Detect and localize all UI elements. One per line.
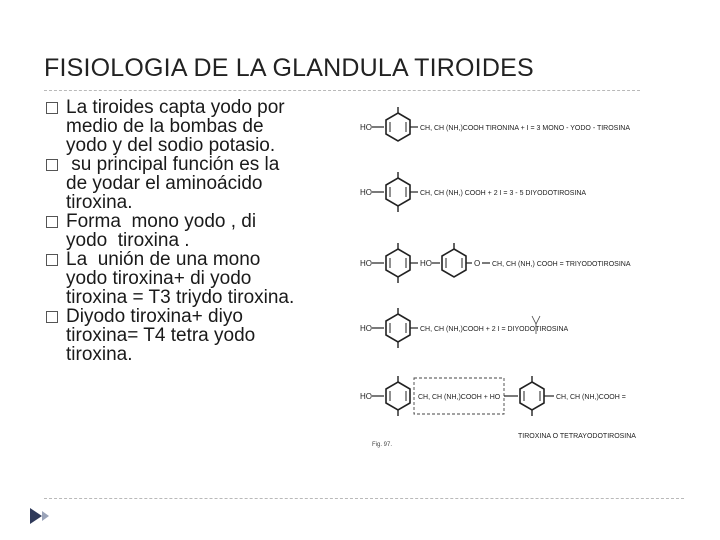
molecule-row — [360, 376, 626, 416]
play-arrow-icon[interactable] — [28, 507, 50, 525]
bullet-line: tiroxina. — [66, 192, 133, 213]
bullet-line: tiroxina = T3 triydo tiroxina. — [66, 287, 295, 308]
thyroid-hormone-synthesis-figure — [358, 94, 693, 454]
title-divider — [44, 90, 640, 91]
box-bullet-icon — [46, 311, 58, 323]
figure-number: Fig. 97. — [372, 442, 393, 448]
bullet-line: La unión de una mono — [66, 249, 261, 270]
chain-label: CH, CH (NH,) COOH + 2 I = 3 - 5 DIYODOTIROSINA — [420, 190, 587, 197]
bullet-line: yodo tiroxina+ di yodo — [66, 268, 252, 289]
bullet-line: yodo tiroxina . — [66, 230, 190, 251]
ho-label: HO — [360, 259, 372, 268]
molecule-row — [360, 243, 631, 283]
molecule-row — [360, 308, 569, 348]
bullet-line: de yodar el aminoácido — [66, 173, 263, 194]
molecule-row — [360, 107, 630, 141]
bullet-item — [46, 250, 366, 307]
oxygen-label: O — [474, 259, 481, 268]
chain-label: CH, CH (NH,) COOH = TRIYODOTIROSINA — [492, 261, 631, 268]
bullet-item — [46, 212, 366, 250]
ho-label: HO — [420, 259, 432, 268]
bullet-line: Diyodo tiroxina+ diyo — [66, 306, 243, 327]
molecule-row — [360, 172, 586, 212]
box-bullet-icon — [46, 216, 58, 228]
chain-label: CH, CH (NH,)COOH + HO — [418, 394, 501, 401]
bullet-line: La tiroides capta yodo por — [66, 97, 285, 118]
chain-label: CH, CH (NH,)COOH = — [556, 394, 626, 401]
ho-label: HO — [360, 123, 372, 132]
box-bullet-icon — [46, 102, 58, 114]
bullet-item — [46, 155, 366, 212]
chain-label: CH, CH (NH,)COOH TIRONINA + I = 3 MONO - YODO - TIROSINA — [420, 125, 631, 132]
chain-label: CH, CH (NH,)COOH + 2 I = DIYODOTIROSINA — [420, 326, 569, 333]
figure-caption: TIROXINA O TETRAYODOTIROSINA — [518, 433, 636, 440]
bullet-item — [46, 307, 366, 364]
bullet-line: yodo y del sodio potasio. — [66, 135, 276, 156]
bullet-line: tiroxina. — [66, 344, 133, 365]
ho-label: HO — [360, 392, 372, 401]
bullet-item — [46, 98, 366, 155]
slide-title: FISIOLOGIA DE LA GLANDULA TIROIDES — [44, 54, 534, 82]
bullet-line: Forma mono yodo , di — [66, 211, 257, 232]
bullet-line: medio de la bombas de — [66, 116, 264, 137]
bullet-line: su principal función es la — [66, 154, 280, 175]
ho-label: HO — [360, 188, 372, 197]
footer-divider — [44, 498, 684, 499]
box-bullet-icon — [46, 159, 58, 171]
bullet-list — [46, 98, 366, 364]
box-bullet-icon — [46, 254, 58, 266]
ho-label: HO — [360, 324, 372, 333]
bullet-line: tiroxina= T4 tetra yodo — [66, 325, 256, 346]
